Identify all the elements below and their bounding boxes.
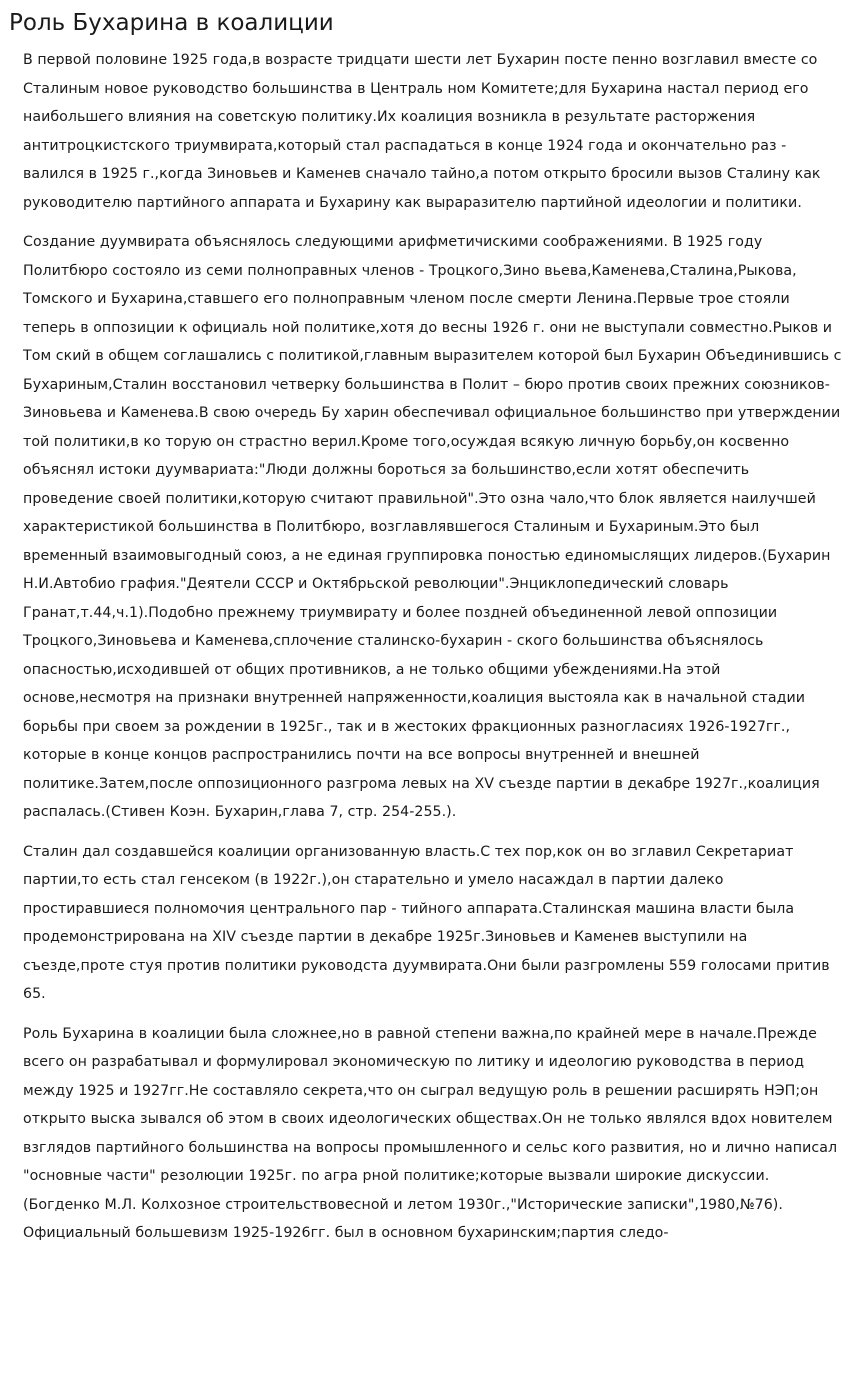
paragraph-3: Сталин дал создавшейся коалиции организованную власть.С тех пор,кок он во зглавил Секретариат партии,то есть стал генсеком (в 1922г.),он старательно и умело насаждал в партии далеко простиравшиеся полномочия центрального пар - тийного аппарата.Сталинская машина власти была продемонстрирована на XIV съезде партии в декабре 1925г.Зиновьев и Каменев выступили на съезде,проте стуя против политики руководста дуумвирата.Они были разгромлены 559 голосами притив 65.	[23, 843, 830, 1002]
paragraph-4: Роль Бухарина в коалиции была сложнее,но в равной степени важна,по крайней мере в начале.Прежде всего он разрабатывал и формулировал экономическую по литику и идеологию руководства в период между 1925 и 1927гг.Не составляло секрета,что он сыграл ведущую роль в решении расширять НЭП;он открыто выска зывался об этом в своих идеологических обществах.Он не только являлся вдох новителем взглядов партийного большинства на вопросы промышленного и сельс кого развития, но и лично написал "основные части" резолюции 1925г. по агра рной политике;которые вызвали широкие дискуссии.(Богденко М.Л. Колхозное строительствовесной и летом 1930г.,"Исторические записки",1980,№76). Официальный большевизм 1925-1926гг. был в основном бухаринским;партия следо-	[23, 1025, 838, 1241]
article-body	[23, 46, 842, 1259]
paragraph-2: Создание дуумвирата объяснялось следующими арифметичискими соображениями. В 1925 году Политбюро состояло из семи полноправных членов - Троцкого,Зино вьева,Каменева,Сталина,Рыкова, Томского и Бухарина,ставшего его полноправным членом после смерти Ленина.Первые трое стояли теперь в оппозиции к официаль ной политике,хотя до весны 1926 г. они не выступали совместно.Рыков и Том ский в общем соглашались с политикой,главным выразителем которой был Бухарин Объединившись с Бухариным,Сталин восстановил четверку большинства в Полит – бюро против своих прежних союзников- Зиновьева и Каменева.В свою очередь Бу харин обеспечивал официальное большинство при утверждении той политики,в ко торую он страстно верил.Кроме того,осуждая всякую личную борьбу,он косвенно объяснял истоки дуумвариата:"Люди должны бороться за большинство,если хотят обеспечить проведение своей политики,которую считают правильной".Это озна чало,что блок является наилучшей характеристикой большинства в Политбюро, возглавлявшегося Сталиным и Бухариным.Это был временный взаимовыгодный союз, а не единая группировка поностью единомыслящих лидеров.(Бухарин Н.И.Автобио графия."Деятели СССР и Октябрьской революции".Энциклопедический словарь Гранат,т.44,ч.1).Подобно прежнему триумвирату и более поздней объединенной левой оппозиции Троцкого,Зиновьева и Каменева,сплочение сталинско-бухарин - ского большинства объяснялось опасностью,исходившей от общих противников, а не только общими убеждениями.На этой основе,несмотря на признаки внутренней напряженности,коалиция выстояла как в начальной стадии борьбы при своем за рождении в 1925г., так и в жестоких фракционных разногласиях 1926-1927гг., которые в конце концов распространились почти на все вопросы внутренней и внешней политике.Затем,после оппозиционного разгрома левых на XV съезде партии в декабре 1927г.,коалиция распалась.(Стивен Коэн. Бухарин,глава 7, стр. 254-255.).	[23, 234, 842, 820]
paragraph-1: В первой половине 1925 года,в возрасте тридцати шести лет Бухарин посте пенно возглавил вместе со Сталиным новое руководство большинства в Централь ном Комитете;для Бухарина настал период его наибольшего влияния на советскую политику.Их коалиция возникла в результате расторжения антитроцкистского триумвирата,который стал распадаться в конце 1924 года и окончательно раз - валился в 1925 г.,когда Зиновьев и Каменев сначало тайно,а потом открыто бросили вызов Сталину как руководителю партийного аппарата и Бухарину как выраразителю партийной идеологии и политики.	[23, 52, 821, 211]
page-title: Роль Бухарина в коалиции	[9, 10, 334, 36]
